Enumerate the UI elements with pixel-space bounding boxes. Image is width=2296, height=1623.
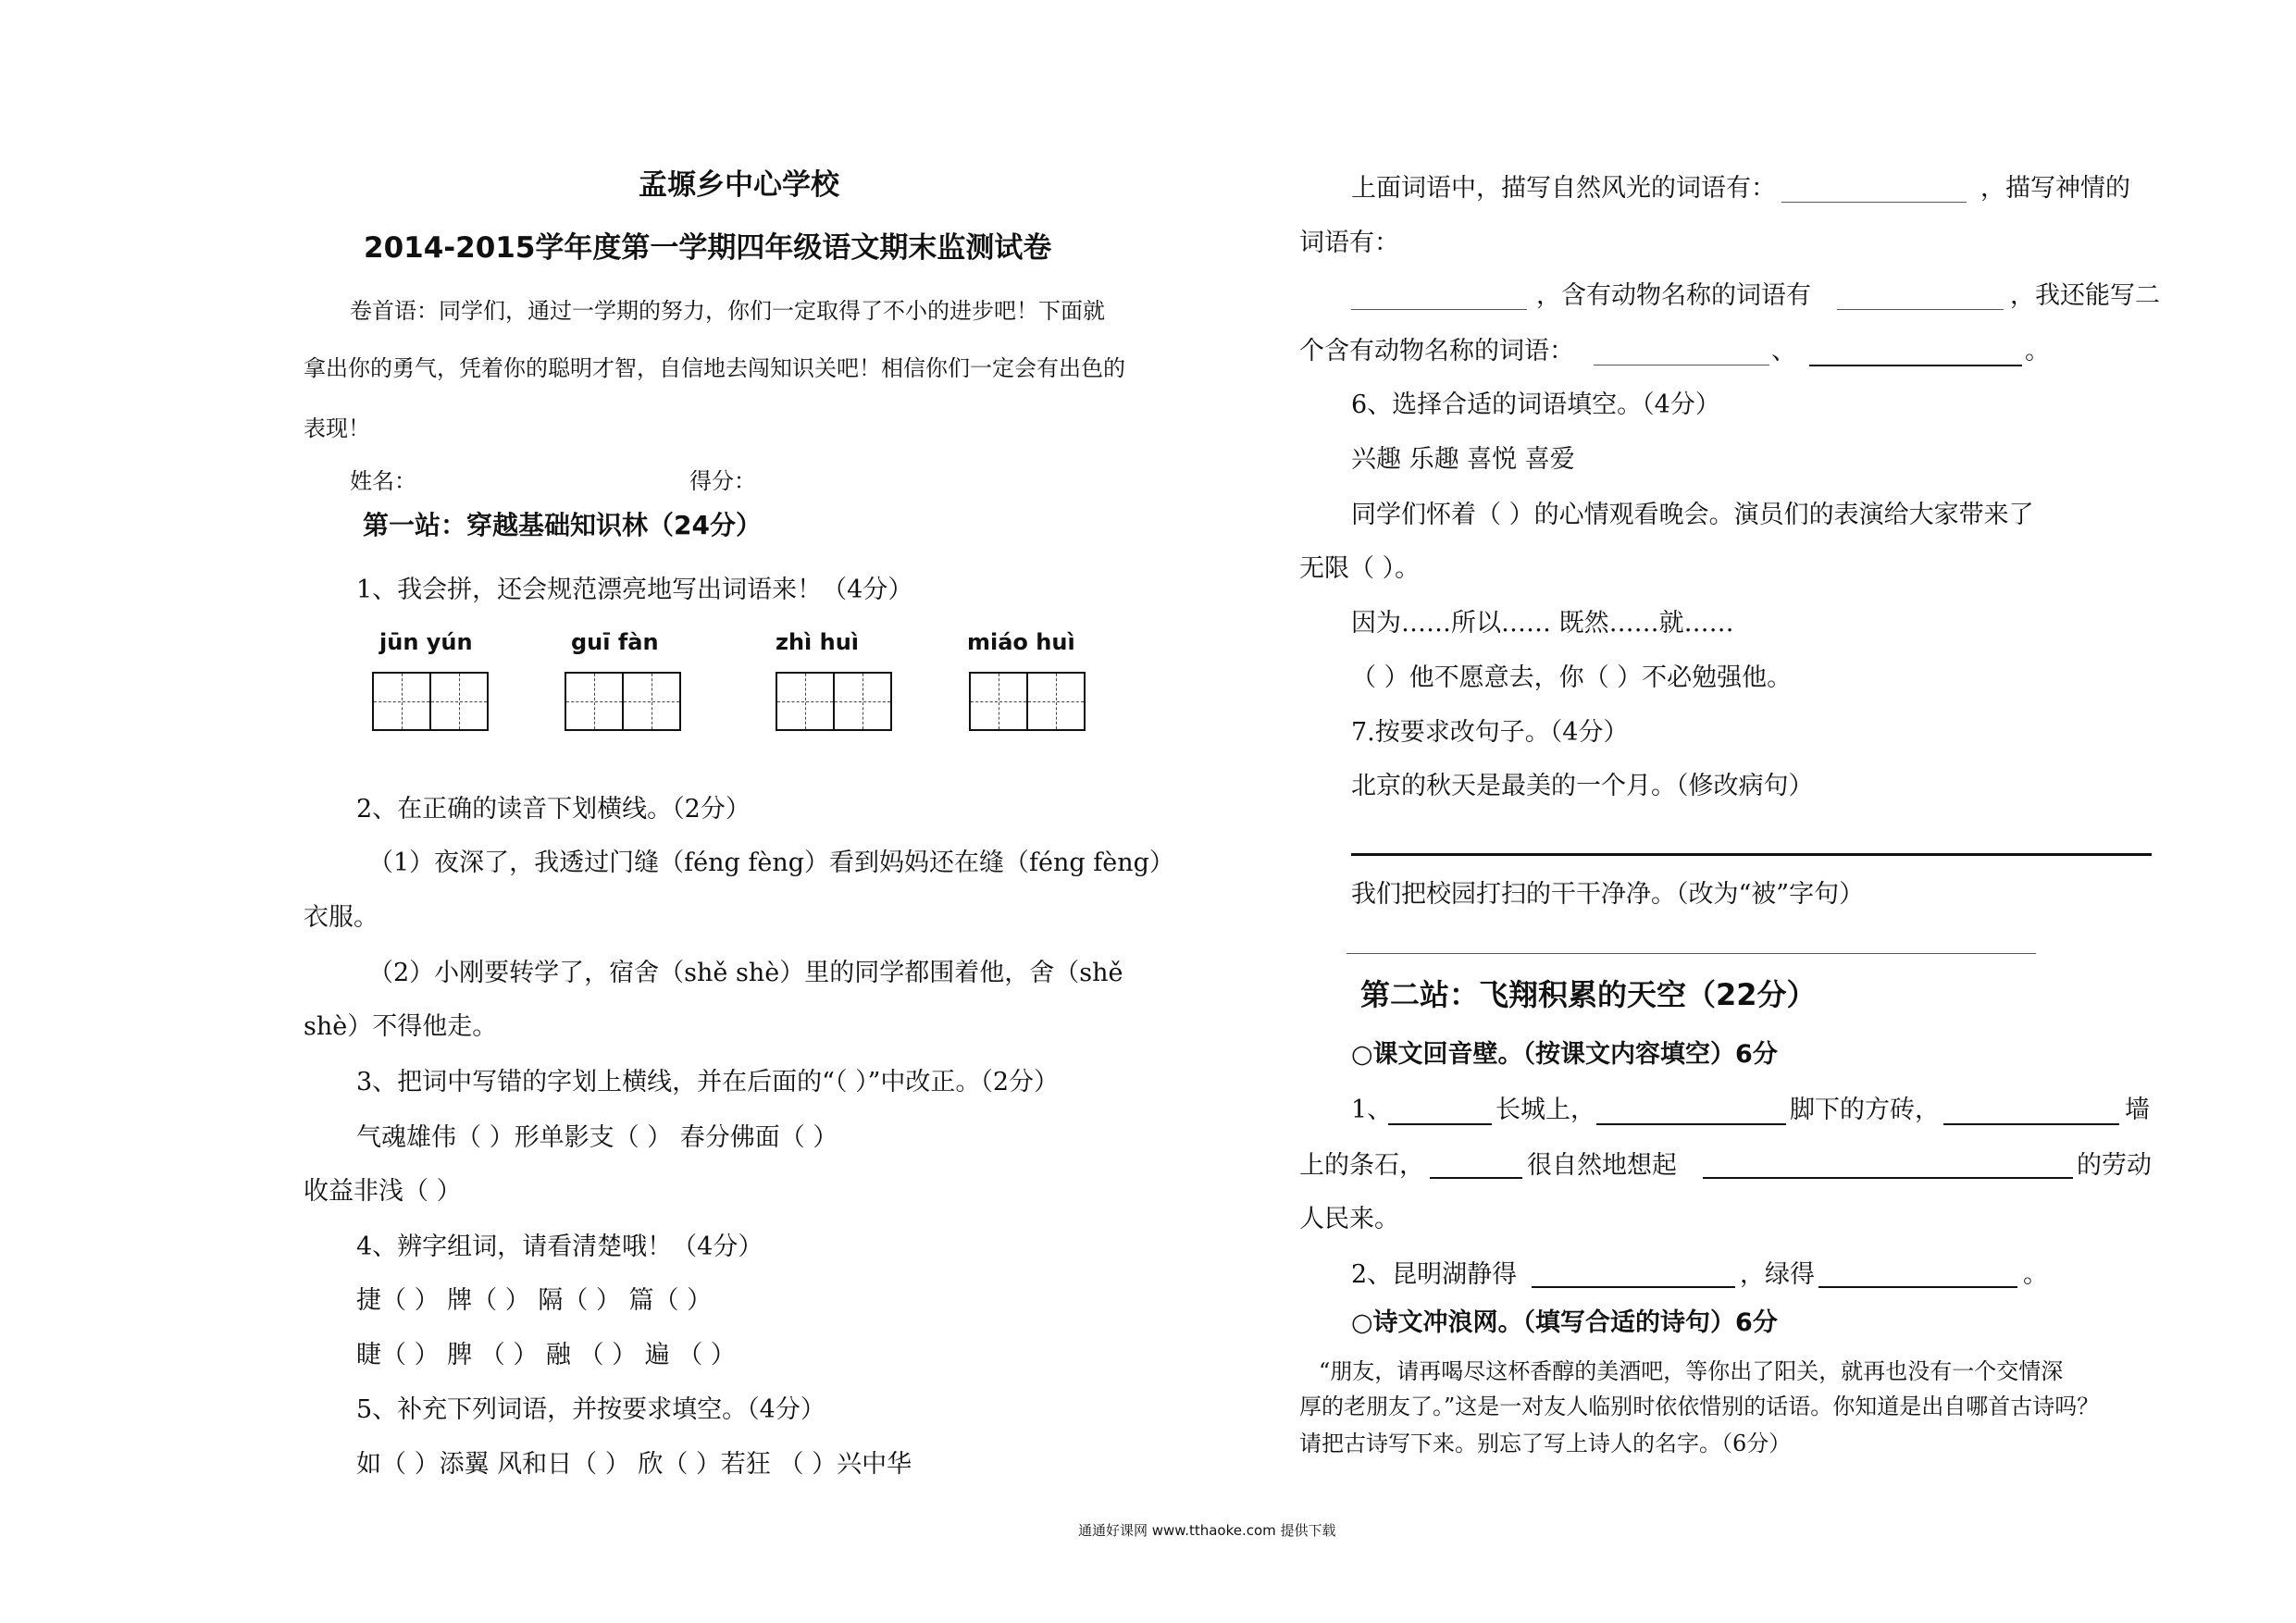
fill-1c: 脚下的方砖， [1790, 1096, 1940, 1124]
answer-blank[interactable] [1532, 1286, 1735, 1288]
right-line-1a: 上面词语中，描写自然风光的词语有： [1351, 174, 1776, 203]
right-line-1c: 词语有： [1299, 229, 1399, 257]
preface-line-3: 表现！ [304, 415, 370, 441]
right-line-2d: 、 [1771, 337, 1796, 365]
question-6-sentence-1: 同学们怀着（ ）的心情观看晚会。演员们的表演给大家带来了 [1351, 501, 2034, 529]
pinyin-2: guī fàn [571, 629, 659, 655]
right-line-1b: ，描写神情的 [1980, 174, 2130, 203]
answer-blank[interactable] [1837, 309, 2004, 310]
writing-grid-4[interactable] [969, 672, 1084, 731]
question-3-items: 气魂雄伟（ ）形单影支（ ） 春分佛面（ ） [356, 1123, 838, 1152]
writing-grid-3[interactable] [776, 672, 890, 731]
fill-1f: 很自然地想起 [1527, 1151, 1677, 1180]
question-4-row-2: 睫（ ） 脾 （ ） 融 （ ） 遍 （ ） [356, 1341, 736, 1369]
subsection-1-heading: ○课文回音壁。（按课文内容填空）6分 [1351, 1040, 1778, 1069]
writing-grid-1[interactable] [372, 672, 487, 731]
poem-prompt-3: 请把古诗写下来。别忘了写上诗人的名字。（6分） [1299, 1431, 1792, 1456]
question-3-items-2: 收益非浅（ ） [304, 1177, 462, 1206]
answer-blank[interactable] [1430, 1177, 1522, 1179]
question-4: 4、辨字组词，请看清楚哦！（4分） [356, 1233, 763, 1261]
question-4-row-1: 捷（ ） 牌（ ） 隔（ ） 篇（ ） [356, 1286, 713, 1315]
fill-1h: 人民来。 [1299, 1205, 1399, 1233]
fill-1d: 墙 [2125, 1096, 2150, 1124]
section-1-heading: 第一站：穿越基础知识林（24分） [363, 510, 762, 540]
fill-2c: 。 [2023, 1260, 2048, 1289]
answer-blank[interactable] [1809, 365, 2022, 366]
pinyin-4: miáo huì [967, 629, 1075, 655]
name-label: 姓名： [350, 468, 416, 494]
subsection-2-heading: ○诗文冲浪网。（填写合适的诗句）6分 [1351, 1308, 1778, 1337]
preface-line-1: 卷首语：同学们，通过一学期的努力，你们一定取得了不小的进步吧！下面就 [350, 298, 1105, 324]
question-2-item-1a: （1）夜深了，我透过门缝（féng fèng）看到妈妈还在缝（féng fèng） [368, 849, 1174, 877]
question-6-sentence-3: （ ）他不愿意去，你（ ）不必勉强他。 [1351, 663, 1793, 692]
question-3: 3、把词中写错的字划上横线，并在后面的“（ ）”中改正。（2分） [356, 1068, 1060, 1096]
right-line-2b: ，我还能写二 [2010, 281, 2160, 310]
fill-2b: ，绿得 [1740, 1260, 1815, 1289]
answer-line[interactable] [1347, 953, 2036, 954]
fill-1e: 上的条石， [1299, 1151, 1424, 1180]
question-6-words: 兴趣 乐趣 喜悦 喜爱 [1351, 445, 1575, 474]
answer-blank[interactable] [1818, 1286, 2017, 1288]
pinyin-3: zhì huì [776, 629, 860, 655]
answer-blank[interactable] [1781, 202, 1967, 203]
fill-1g: 的劳动 [2077, 1151, 2152, 1180]
answer-blank[interactable] [1596, 1123, 1786, 1125]
poem-prompt-1: “朋友，请再喝尽这杯香醇的美酒吧，等你出了阳关，就再也没有一个交情深 [1319, 1358, 2064, 1384]
answer-line[interactable] [1351, 853, 2152, 856]
question-6-sentence-2: 无限（ ）。 [1299, 554, 1421, 583]
answer-blank[interactable] [1943, 1123, 2119, 1125]
question-2: 2、在正确的读音下划横线。（2分） [356, 795, 751, 824]
school-name: 孟塬乡中心学校 [639, 168, 839, 202]
footer-source: 通通好课网 www.tthaoke.com 提供下载 [1078, 1522, 1336, 1539]
fill-2a: 2、昆明湖静得 [1351, 1260, 1518, 1289]
score-label: 得分： [689, 468, 756, 494]
writing-grid-2[interactable] [565, 672, 679, 731]
question-6: 6、选择合适的词语填空。（4分） [1351, 390, 1720, 419]
question-7-sentence-1: 北京的秋天是最美的一个月。（修改病句） [1351, 772, 1814, 800]
question-5-items: 如（ ）添翼 风和日（ ） 欣（ ）若狂 （ ）兴中华 [356, 1450, 912, 1479]
fill-1b: 长城上， [1496, 1096, 1595, 1124]
right-line-2e: 。 [2025, 337, 2050, 365]
question-2-item-2a: （2）小刚要转学了，宿舍（shě shè）里的同学都围着他，舍（shě [368, 959, 1123, 987]
question-6-conjunctions: 因为……所以…… 既然……就…… [1351, 609, 1734, 638]
pinyin-1: jūn yún [379, 629, 473, 655]
exam-title: 2014-2015学年度第一学期四年级语文期末监测试卷 [364, 231, 1052, 265]
question-1: 1、我会拼，还会规范漂亮地写出词语来！（4分） [356, 576, 913, 604]
answer-blank[interactable] [1388, 1123, 1492, 1125]
question-2-item-2b: shè）不得他走。 [304, 1012, 498, 1041]
poem-prompt-2: 厚的老朋友了。”这是一对友人临别时依依惜别的话语。你知道是出自哪首古诗吗？ [1299, 1394, 2100, 1419]
section-2-heading: 第二站：飞翔积累的天空（22分） [1360, 977, 1817, 1012]
question-2-item-1b: 衣服。 [304, 903, 379, 932]
preface-line-2: 拿出你的勇气，凭着你的聪明才智，自信地去闯知识关吧！相信你们一定会有出色的 [304, 355, 1125, 381]
question-5: 5、补充下列词语，并按要求填空。（4分） [356, 1395, 825, 1424]
right-line-2c: 个含有动物名称的词语： [1299, 337, 1574, 365]
answer-blank[interactable] [1703, 1177, 2073, 1179]
right-line-2a: ，含有动物名称的词语有 [1536, 281, 1811, 310]
question-7: 7.按要求改句子。（4分） [1351, 718, 1629, 747]
answer-blank[interactable] [1351, 309, 1527, 310]
question-7-sentence-2: 我们把校园打扫的干干净净。（改为“被”字句） [1351, 880, 1865, 909]
fill-1a: 1、 [1351, 1096, 1393, 1124]
